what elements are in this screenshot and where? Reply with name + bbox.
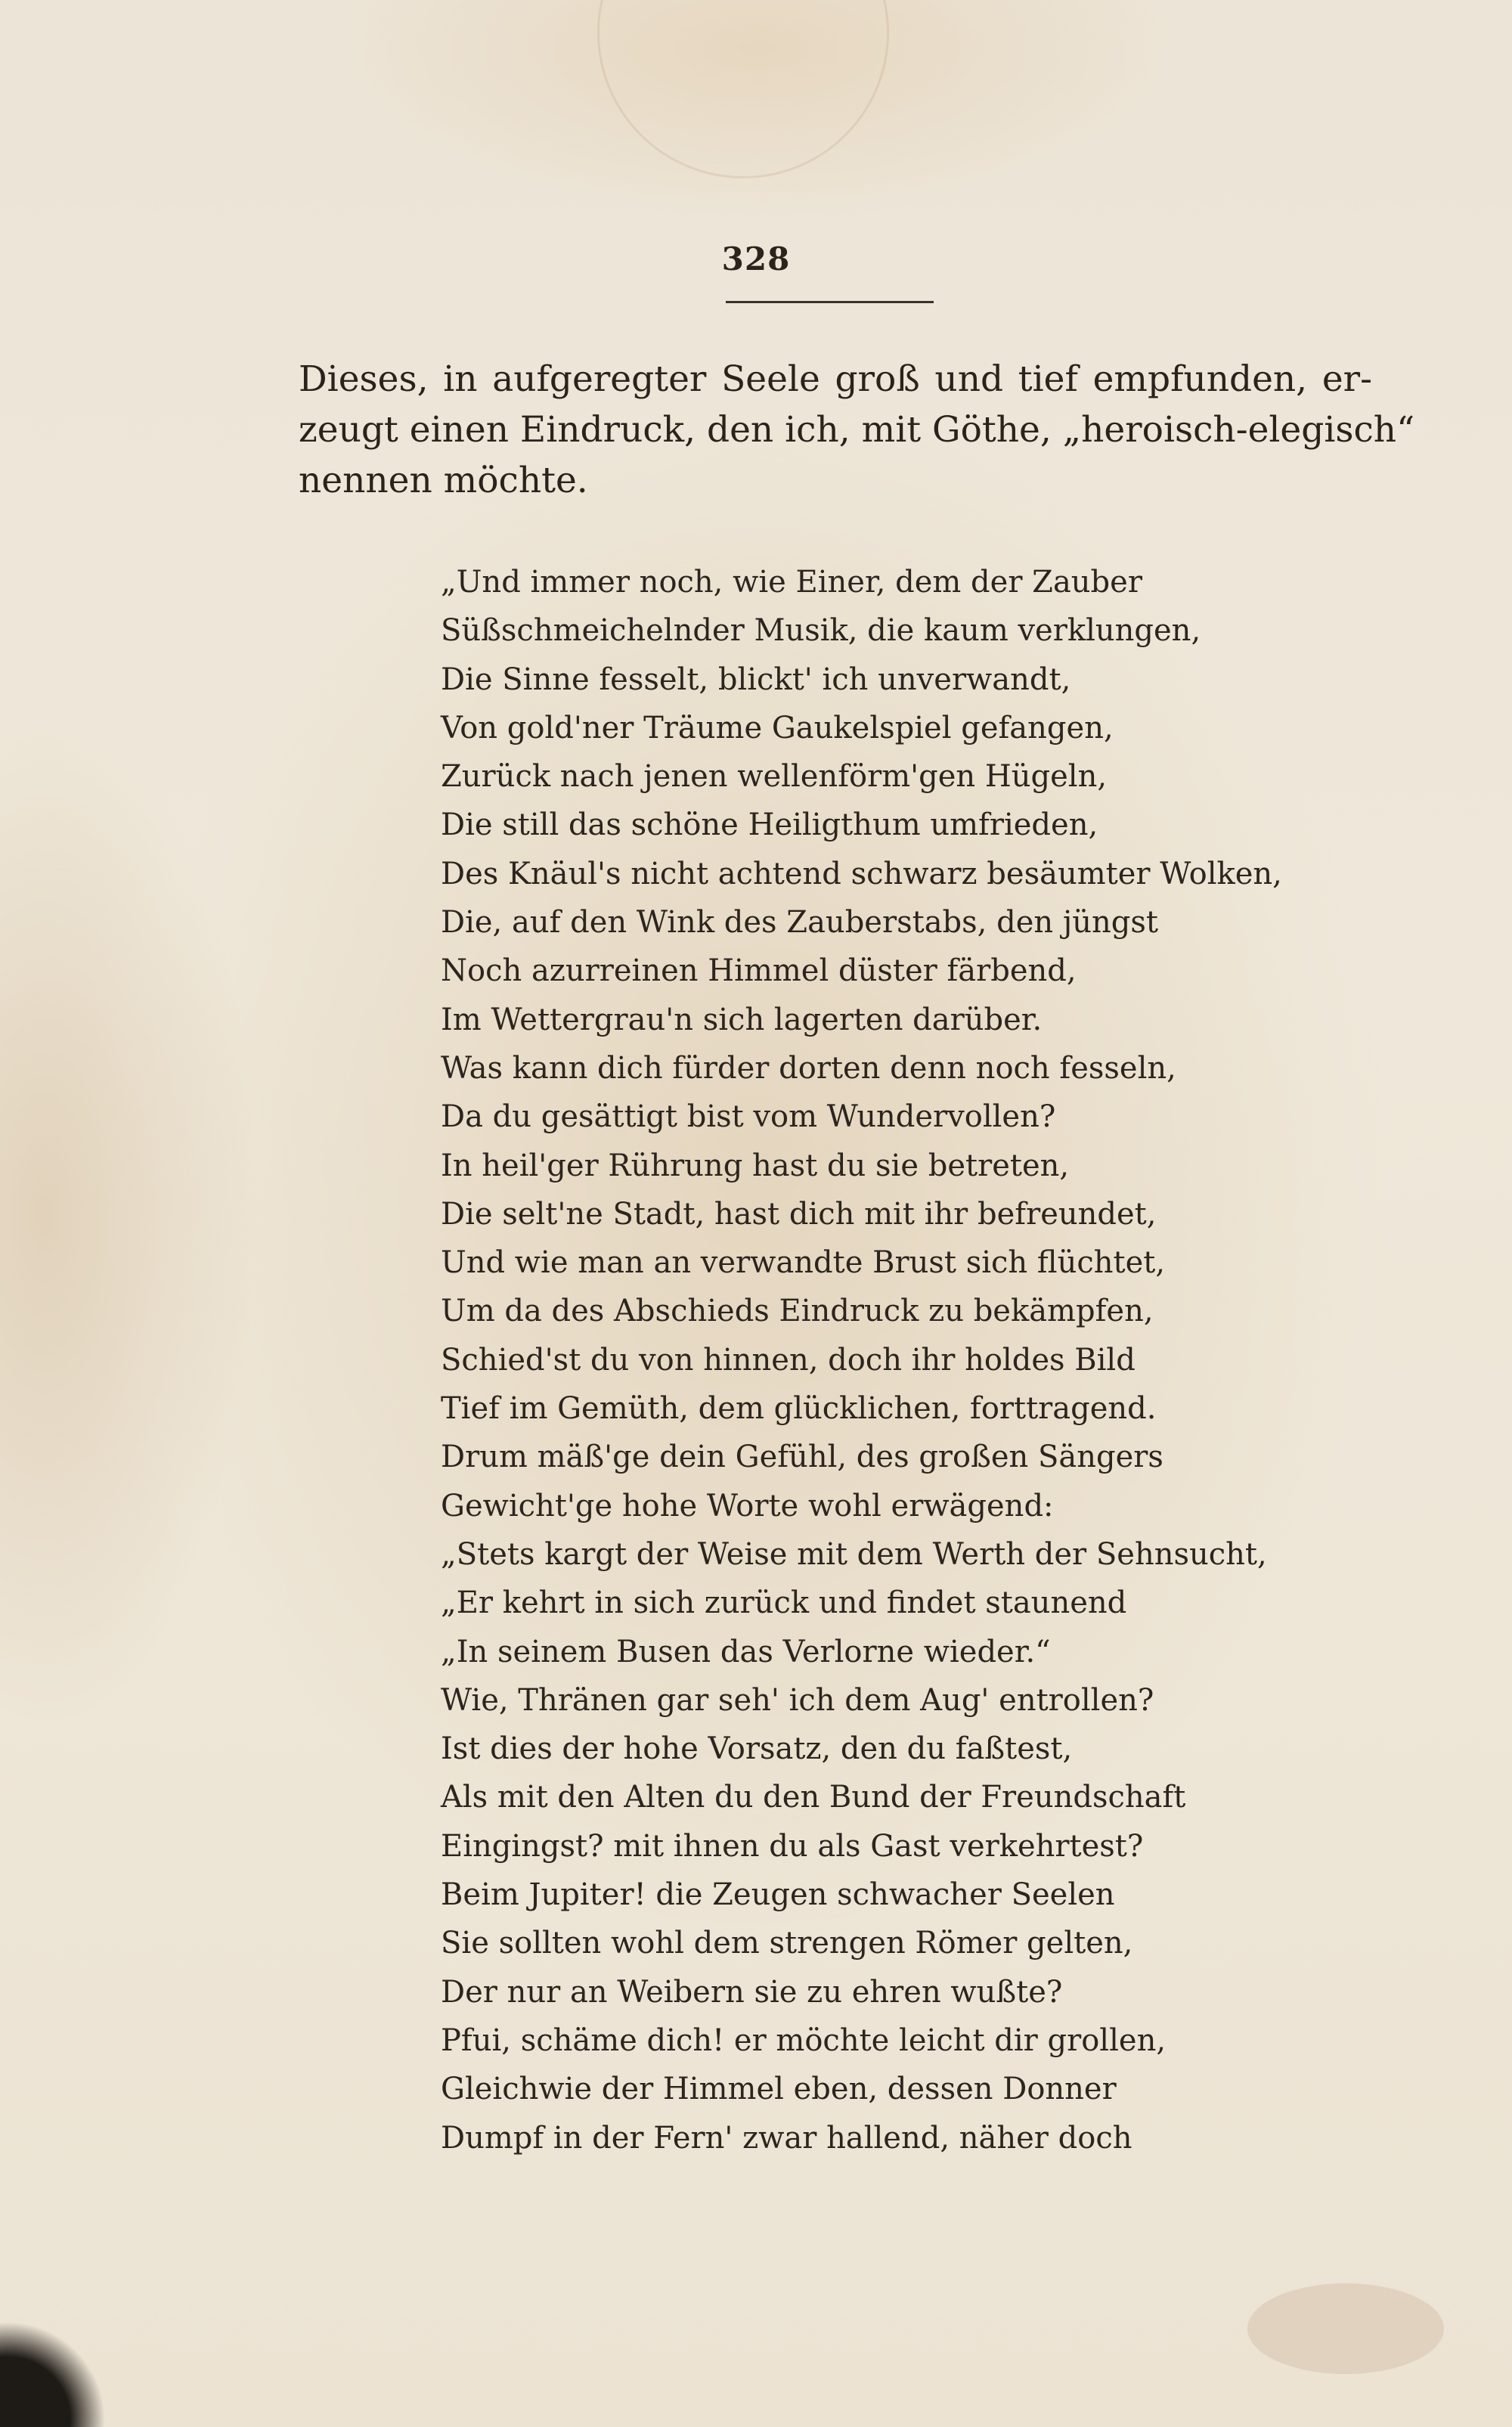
poem-line: Noch azurreinen Himmel düster färbend, — [441, 953, 1077, 989]
poem-line: Des Knäul's nicht achtend schwarz besäumter Wolken, — [441, 856, 1282, 891]
poem-line: Tief im Gemüth, dem glücklichen, forttragend. — [441, 1391, 1157, 1427]
paper-stain — [1247, 2283, 1444, 2374]
poem-line: Der nur an Weibern sie zu ehren wußte? — [441, 1974, 1063, 2010]
poem-line: Als mit den Alten du den Bund der Freundschaft — [441, 1780, 1186, 1815]
poem-line: „Stets kargt der Weise mit dem Werth der Sehnsucht, — [441, 1536, 1267, 1572]
poem-line: Gleichwie der Himmel eben, dessen Donner — [441, 2072, 1117, 2107]
poem-line: Dumpf in der Fern' zwar hallend, näher doch — [441, 2120, 1132, 2156]
poem-line: Die, auf den Wink des Zauberstabs, den jüngst — [441, 905, 1158, 941]
paper-stain — [597, 0, 889, 178]
poem-line: „In seinem Busen das Verlorne wieder.“ — [441, 1634, 1051, 1669]
poem-line: Gewicht'ge hohe Worte wohl erwägend: — [441, 1488, 1054, 1523]
poem-line: Sie sollten wohl dem strengen Römer gelten, — [441, 1926, 1133, 1961]
poem-line: Wie, Thränen gar seh' ich dem Aug' entrollen? — [441, 1682, 1154, 1718]
poem-line: In heil'ger Rührung hast du sie betreten, — [441, 1148, 1070, 1183]
poem-line: Was kann dich fürder dorten denn noch fesseln, — [441, 1050, 1176, 1086]
poem-line: Und wie man an verwandte Brust sich flüchtet, — [441, 1245, 1166, 1281]
poem-line: Die Sinne fesselt, blickt' ich unverwandt, — [441, 662, 1071, 697]
intro-line: Dieses, in aufgeregter Seele groß und tief empfunden, er- — [299, 358, 1372, 400]
intro-line: zeugt einen Eindruck, den ich, mit Göthe, „heroisch-elegisch“ — [299, 409, 1415, 451]
poem-line: Um da des Abschieds Eindruck zu bekämpfen, — [441, 1294, 1154, 1329]
page-number: 328 — [721, 240, 791, 277]
poem-line: Die selt'ne Stadt, hast dich mit ihr befreundet, — [441, 1196, 1157, 1232]
poem-line: Da du gesättigt bist vom Wundervollen? — [441, 1099, 1056, 1135]
poem-line: Im Wettergrau'n sich lagerten darüber. — [441, 1002, 1043, 1037]
poem-line: Die still das schöne Heiligthum umfrieden, — [441, 807, 1098, 843]
intro-line: nennen möchte. — [299, 460, 588, 501]
scan-corner-shadow — [0, 2321, 106, 2427]
poem-line: „Er kehrt in sich zurück und findet staunend — [441, 1585, 1127, 1621]
poem-line: Pfui, schäme dich! er möchte leicht dir grollen, — [441, 2022, 1167, 2058]
poem-line: Zurück nach jenen wellenförm'gen Hügeln, — [441, 759, 1108, 795]
poem-line: „Und immer noch, wie Einer, dem der Zauber — [441, 565, 1142, 600]
poem-line: Süßschmeichelnder Musik, die kaum verklungen, — [441, 613, 1201, 649]
poem-line: Eingingst? mit ihnen du als Gast verkehrtest? — [441, 1828, 1144, 1864]
poem-line: Drum mäß'ge dein Gefühl, des großen Sängers — [441, 1440, 1163, 1475]
intro-paragraph — [299, 354, 1415, 506]
poem-line: Beim Jupiter! die Zeugen schwacher Seelen — [441, 1877, 1115, 1913]
poem-block — [441, 558, 1303, 2162]
poem-line: Von gold'ner Träume Gaukelspiel gefangen, — [441, 710, 1114, 745]
poem-line: Ist dies der hohe Vorsatz, den du faßtest, — [441, 1731, 1073, 1767]
header-rule — [726, 301, 934, 303]
poem-line: Schied'st du von hinnen, doch ihr holdes Bild — [441, 1342, 1136, 1378]
